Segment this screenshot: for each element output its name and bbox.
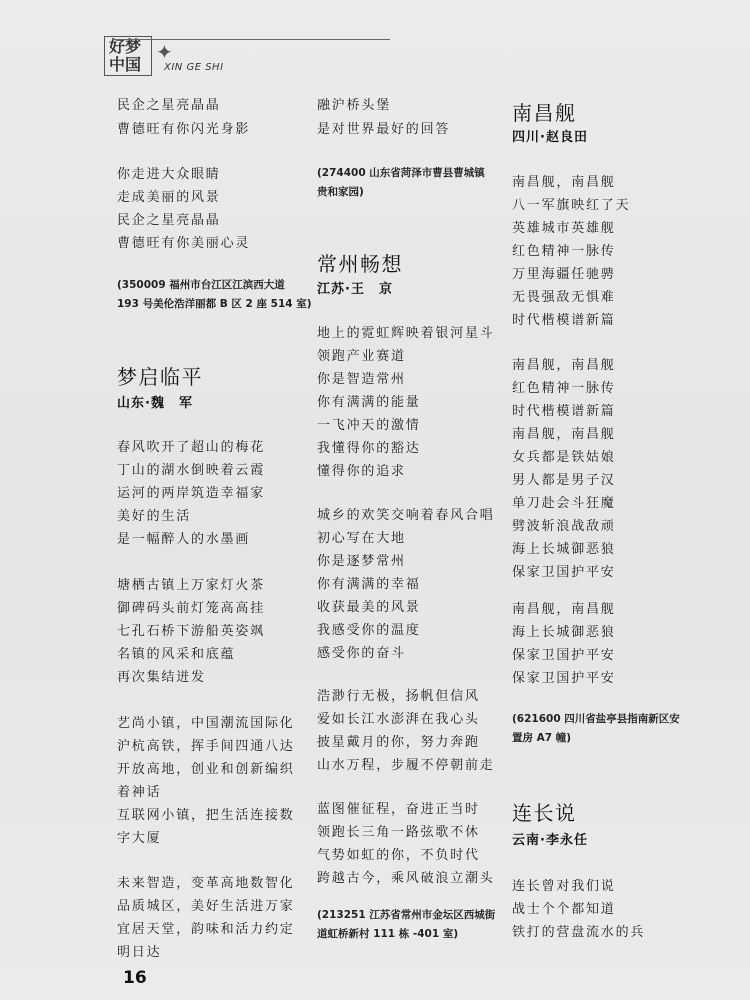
poem-line: 美好的生活 bbox=[117, 509, 192, 524]
poem-line: 品质城区，美好生活进万家 bbox=[117, 899, 295, 914]
poem-line: 南昌舰，南昌舰 bbox=[512, 358, 616, 373]
poem-line: 时代楷模谱新篇 bbox=[512, 404, 616, 419]
poem-line: 气势如虹的你，不负时代 bbox=[317, 848, 480, 863]
poem-line: 女兵都是铁姑娘 bbox=[512, 450, 616, 465]
poem-line: 南昌舰，南昌舰 bbox=[512, 602, 616, 617]
poem-line: 南昌舰，南昌舰 bbox=[512, 427, 616, 442]
poem-line: 是一幅醉人的水墨画 bbox=[117, 532, 251, 547]
poem-line: 运河的两岸筑造幸福家 bbox=[117, 486, 266, 501]
poem-line: 艺尚小镇，中国潮流国际化 bbox=[117, 716, 295, 731]
poem-line: 七孔石桥下游船英姿飒 bbox=[117, 624, 266, 639]
poem-line: 铁打的营盘流水的兵 bbox=[512, 925, 646, 940]
poem-line: 开放高地，创业和创新编织 bbox=[117, 762, 295, 777]
poem-title: 南昌舰 bbox=[512, 101, 577, 125]
author-address: 道虹桥新村 111 栋 -401 室) bbox=[317, 928, 459, 940]
poem-line: 你是智造常州 bbox=[317, 372, 406, 387]
poem-line: 初心写在大地 bbox=[317, 531, 406, 546]
poem-line: 名镇的风采和底蕴 bbox=[117, 647, 236, 662]
author-address: 193 号美伦浩洋丽都 B 区 2 座 514 室) bbox=[117, 298, 312, 310]
poem-line: 我感受你的温度 bbox=[317, 623, 421, 638]
poem-line: 战士个个都知道 bbox=[512, 902, 616, 917]
poem-line: 保家卫国护平安 bbox=[512, 565, 616, 580]
poem-line: 塘栖古镇上万家灯火茶 bbox=[117, 578, 266, 593]
poem-line: 劈波斩浪战敌顽 bbox=[512, 519, 616, 534]
poem-line: 八一军旗映红了天 bbox=[512, 198, 631, 213]
poem-line: 红色精神一脉传 bbox=[512, 244, 616, 259]
poem-line: 爱如长江水澎湃在我心头 bbox=[317, 712, 480, 727]
magazine-logo bbox=[104, 36, 394, 82]
logo-line2: 中国 bbox=[109, 55, 142, 74]
logo-line1: 好梦 bbox=[109, 37, 142, 56]
poem-line: 山水万程，步履不停朝前走 bbox=[317, 758, 495, 773]
poem-line: 沪杭高铁，挥手间四通八达 bbox=[117, 739, 295, 754]
poem-line: 领跑长三角一路弦歌不休 bbox=[317, 825, 480, 840]
poem-author: 四川·赵良田 bbox=[512, 130, 588, 145]
poem-line: 曹德旺有你美丽心灵 bbox=[117, 236, 251, 251]
author-address: (213251 江苏省常州市金坛区西城街 bbox=[317, 909, 496, 921]
poem-line: 你有满满的幸福 bbox=[317, 577, 421, 592]
header-rule bbox=[112, 39, 390, 40]
poem-line: 着神话 bbox=[117, 785, 162, 800]
poem-line: 海上长城御恶狼 bbox=[512, 625, 616, 640]
logo-box bbox=[104, 36, 152, 76]
poem-line: 宜居天堂，韵味和活力约定 bbox=[117, 922, 295, 937]
author-address: (274400 山东省菏泽市曹县曹城镇 bbox=[317, 167, 485, 179]
poem-line: 城乡的欢笑交响着春风合唱 bbox=[317, 508, 495, 523]
poem-line: 单刀赴会斗狂魔 bbox=[512, 496, 616, 511]
poem-line: 御碑码头前灯笼高高挂 bbox=[117, 601, 266, 616]
poem-line: 南昌舰，南昌舰 bbox=[512, 175, 616, 190]
poem-author: 山东·魏 军 bbox=[117, 396, 193, 411]
poem-line: 我懂得你的豁达 bbox=[317, 441, 421, 456]
poem-line: 曹德旺有你闪光身影 bbox=[117, 122, 251, 137]
author-address: 贵和家园) bbox=[317, 186, 364, 198]
poem-line: 地上的霓虹辉映着银河星斗 bbox=[317, 326, 495, 341]
poem-line: 披星戴月的你，努力奔跑 bbox=[317, 735, 480, 750]
author-address: (621600 四川省盐亭县指南新区安 bbox=[512, 713, 680, 725]
poem-line: 你走进大众眼睛 bbox=[117, 167, 221, 182]
poem-title: 连长说 bbox=[512, 801, 577, 825]
poem-line: 万里海疆任驰骋 bbox=[512, 267, 616, 282]
poem-line: 你是逐梦常州 bbox=[317, 554, 406, 569]
poem-title: 梦启临平 bbox=[117, 365, 203, 389]
logo-subtitle: XIN GE SHI bbox=[164, 62, 224, 73]
poem-line: 红色精神一脉传 bbox=[512, 381, 616, 396]
poem-line: 海上长城御恶狼 bbox=[512, 542, 616, 557]
poem-line: 未来智造，变革高地数智化 bbox=[117, 876, 295, 891]
poem-line: 一飞冲天的激情 bbox=[317, 418, 421, 433]
poem-line: 互联网小镇，把生活连接数 bbox=[117, 808, 295, 823]
poem-line: 收获最美的风景 bbox=[317, 600, 421, 615]
poem-line: 融沪桥头堡 bbox=[317, 98, 392, 113]
poem-line: 保家卫国护平安 bbox=[512, 671, 616, 686]
poem-line: 你有满满的能量 bbox=[317, 395, 421, 410]
author-address: 置房 A7 幢) bbox=[512, 732, 572, 744]
poem-line: 连长曾对我们说 bbox=[512, 879, 616, 894]
poem-line: 感受你的奋斗 bbox=[317, 646, 406, 661]
bird-icon: ✦ bbox=[156, 40, 173, 64]
poem-line: 走成美丽的风景 bbox=[117, 190, 221, 205]
poem-line: 保家卫国护平安 bbox=[512, 648, 616, 663]
poem-line: 丁山的湖水倒映着云霞 bbox=[117, 463, 266, 478]
poem-line: 明日达 bbox=[117, 945, 162, 960]
poem-line: 春风吹开了超山的梅花 bbox=[117, 440, 266, 455]
poem-line: 时代楷模谱新篇 bbox=[512, 313, 616, 328]
poem-line: 男人都是男子汉 bbox=[512, 473, 616, 488]
poem-line: 字大厦 bbox=[117, 831, 162, 846]
poem-title: 常州畅想 bbox=[317, 252, 403, 276]
poem-line: 民企之星亮晶晶 bbox=[117, 98, 221, 113]
page-number: 16 bbox=[123, 968, 147, 988]
poem-line: 英雄城市英雄舰 bbox=[512, 221, 616, 236]
poem-line: 再次集结迸发 bbox=[117, 670, 206, 685]
poem-author: 江苏·王 京 bbox=[317, 282, 393, 297]
poem-line: 是对世界最好的回答 bbox=[317, 122, 451, 137]
poem-line: 无畏强敌无惧难 bbox=[512, 290, 616, 305]
poem-line: 领跑产业赛道 bbox=[317, 349, 406, 364]
poem-line: 跨越古今，乘风破浪立潮头 bbox=[317, 871, 495, 886]
poem-line: 民企之星亮晶晶 bbox=[117, 213, 221, 228]
poem-line: 蓝图催征程，奋进正当时 bbox=[317, 802, 480, 817]
poem-author: 云南·李永任 bbox=[512, 833, 588, 848]
poem-line: 浩渺行无极，扬帆但信风 bbox=[317, 689, 480, 704]
poem-line: 懂得你的追求 bbox=[317, 464, 406, 479]
author-address: (350009 福州市台江区江滨西大道 bbox=[117, 279, 285, 291]
